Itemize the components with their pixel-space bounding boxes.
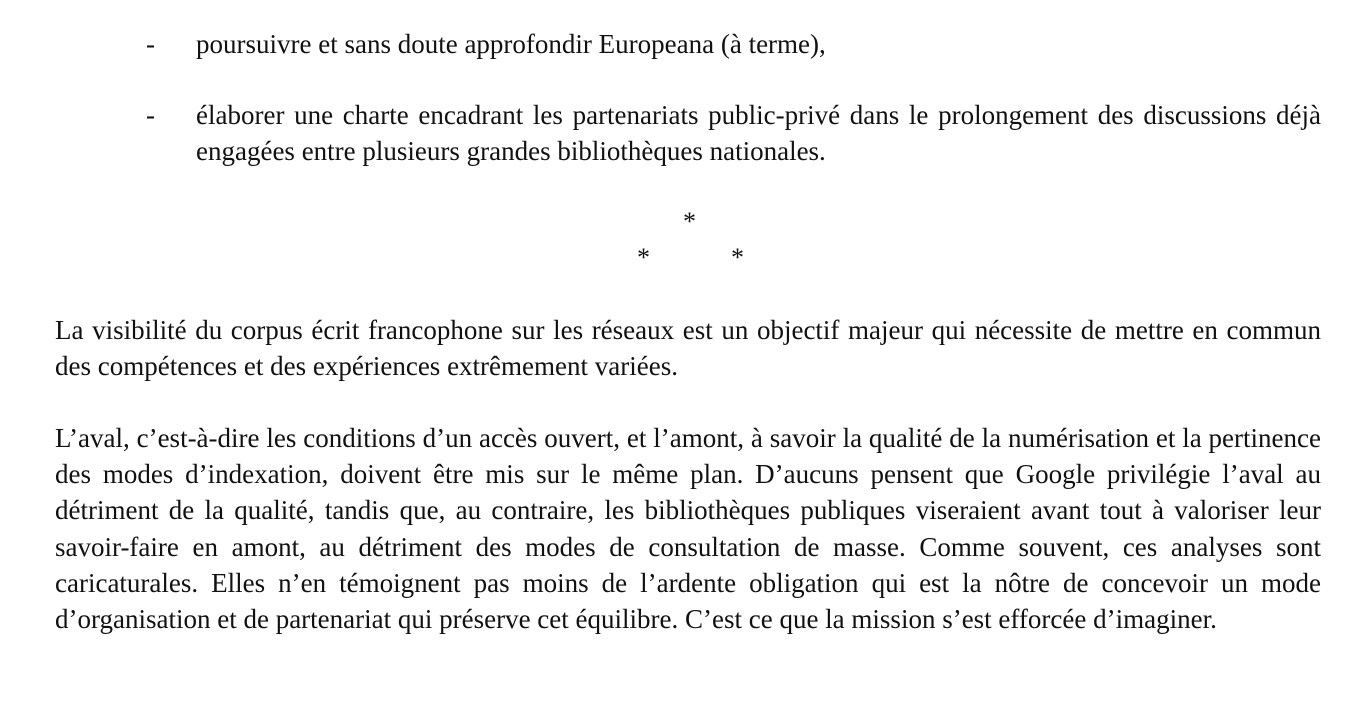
bullet-marker: - bbox=[146, 29, 155, 59]
paragraph-aval-amont: L’aval, c’est-à-dire les conditions d’un accès ouvert, et l’amont, à savoir la qualité de la numérisation et la pertinence des modes d’indexation, doivent être mis sur le même plan. D’aucuns pensent que Google privilégie l’aval au détriment de la qualité, tandis que, au contraire, les bibliothèques publiques viseraient avant tout à valoriser leur savoir-faire en amont, au détriment des modes de consultation de masse. Comme souvent, ces analyses sont caricaturales. Elles n’en témoignent pas moins de l’ardente obligation qui est la nôtre de concevoir un mode d’organisation et de partenariat qui préserve cet équilibre. C’est ce que la mission s’est efforcée d’imaginer. bbox=[55, 423, 1321, 635]
bullet-item-europeana bbox=[146, 26, 1321, 62]
bullet-text: élaborer une charte encadrant les partenariats public-privé dans le prolongement des discussions déjà engagées entre plusieurs grandes bibliothèques nationales. bbox=[196, 100, 1321, 166]
asterisk-top: * bbox=[683, 207, 696, 236]
asterisk-right: * bbox=[731, 243, 744, 272]
bullet-text: poursuivre et sans doute approfondir Europeana (à terme), bbox=[196, 29, 826, 59]
bullet-item-charte bbox=[146, 97, 1321, 169]
bullet-marker: - bbox=[146, 100, 155, 130]
asterisk-left: * bbox=[637, 243, 650, 272]
paragraph-visibilite: La visibilité du corpus écrit francophone sur les réseaux est un objectif majeur qui nécessite de mettre en commun des compétences et des expériences extrêmement variées. bbox=[55, 315, 1321, 382]
